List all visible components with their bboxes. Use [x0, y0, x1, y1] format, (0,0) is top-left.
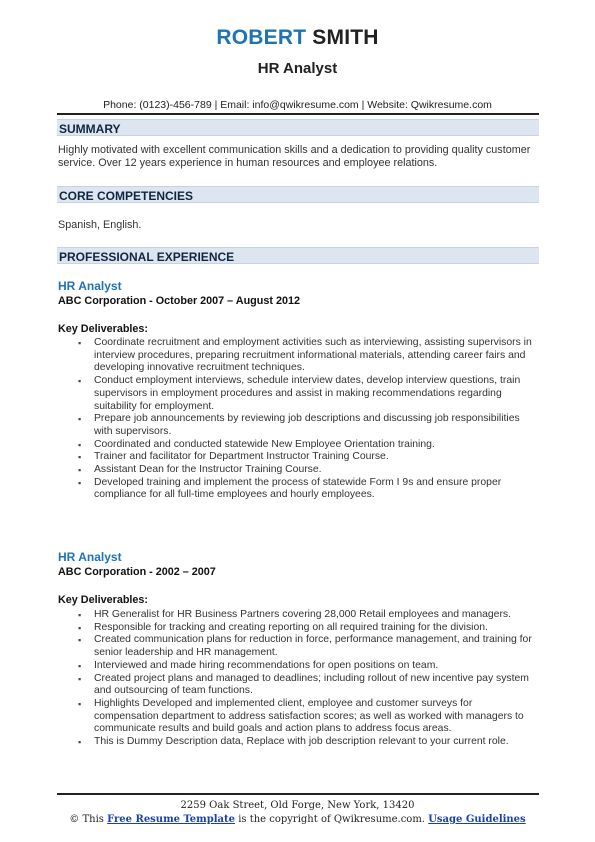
summary-text: Highly motivated with excellent communication skills and a dedication to providing quality customer service. Over 12 years experience in human resources and employee relations. — [58, 144, 531, 169]
list-item: ▪ Created project plans and managed to deadlines; including rollout of new incentive pay system and outsourcing of team functions. — [58, 673, 538, 698]
job-2-deliverables-label: Key Deliverables: — [58, 594, 149, 606]
free-resume-template-link[interactable]: Free Resume Template — [107, 814, 235, 825]
usage-guidelines-link[interactable]: Usage Guidelines — [428, 814, 526, 825]
footer-address: 2259 Oak Street, Old Forge, New York, 13420 — [180, 800, 415, 811]
list-item: ▪ Conduct employment interviews, schedule interview dates, develop interview questions, train supervisors in employment procedures and assist in making recommendations regarding suitability for employment. — [58, 375, 538, 413]
list-item: ▪ Responsible for tracking and creating reporting on all required training for the division. — [58, 622, 538, 635]
list-item: ▪ Coordinated and conducted statewide New Employee Orientation training. — [58, 439, 538, 452]
list-item: ▪ Assistant Dean for the Instructor Training Course. — [58, 464, 538, 477]
job-2-company: ABC Corporation - 2002 – 2007 — [58, 566, 216, 578]
header-divider — [57, 113, 539, 115]
job-title: HR Analyst — [257, 60, 338, 77]
candidate-name — [0, 26, 595, 50]
summary-heading-label: SUMMARY — [59, 122, 121, 136]
job-1-company: ABC Corporation - October 2007 – August 2012 — [58, 295, 300, 307]
professional-experience-heading-label: PROFESSIONAL EXPERIENCE — [59, 250, 235, 264]
job-1-role: HR Analyst — [58, 279, 122, 293]
core-competencies-heading-label: CORE COMPETENCIES — [59, 189, 194, 203]
list-item: ▪ Coordinate recruitment and employment activities such as interviewing, assisting supervisors in interview procedures, preparing recruitment informational materials, attending career fairs and developing innovative recruitment techniques. — [58, 337, 538, 375]
list-item: ▪ This is Dummy Description data, Replace with job description relevant to your current role. — [58, 736, 538, 749]
last-name: SMITH — [312, 26, 379, 49]
job-1-deliverables-label: Key Deliverables: — [58, 323, 149, 335]
footer-prefix: © This — [69, 814, 104, 825]
list-item: ▪ Trainer and facilitator for Department Instructor Training Course. — [58, 451, 538, 464]
core-competencies-text: Spanish, English. — [58, 219, 142, 231]
list-item: ▪ Interviewed and made hiring recommendations for open positions on team. — [58, 660, 538, 673]
footer-copyright — [0, 814, 595, 825]
footer-divider — [57, 793, 539, 795]
professional-experience-heading — [57, 247, 539, 264]
contact-line: Phone: (0123)-456-789 | Email: info@qwikresume.com | Website: Qwikresume.com — [103, 99, 492, 111]
first-name: ROBERT — [216, 26, 307, 49]
job-1-bullet-list — [58, 337, 538, 502]
list-item: ▪ HR Generalist for HR Business Partners covering 28,000 Retail employees and managers. — [58, 609, 538, 622]
list-item: ▪ Developed training and implement the process of statewide Form I 9s and ensure proper compliance for all full-time employees and hourly employees. — [58, 477, 538, 502]
footer-copyright-text: is the copyright of Qwikresume.com. — [238, 814, 425, 825]
job-2-role: HR Analyst — [58, 550, 122, 564]
list-item: ▪ Prepare job announcements by reviewing job descriptions and discussing job responsibilities with supervisors. — [58, 413, 538, 438]
list-item: ▪ Created communication plans for reduction in force, performance management, and training for senior leadership and HR management. — [58, 634, 538, 659]
summary-heading — [57, 119, 539, 136]
job-2-bullet-list — [58, 609, 538, 749]
list-item: ▪ Highlights Developed and implemented client, employee and customer surveys for compensation department to address satisfaction scores; as well as worked with managers to communicate results and build goals and action plans to address focus areas. — [58, 698, 538, 736]
core-competencies-heading — [57, 186, 539, 203]
